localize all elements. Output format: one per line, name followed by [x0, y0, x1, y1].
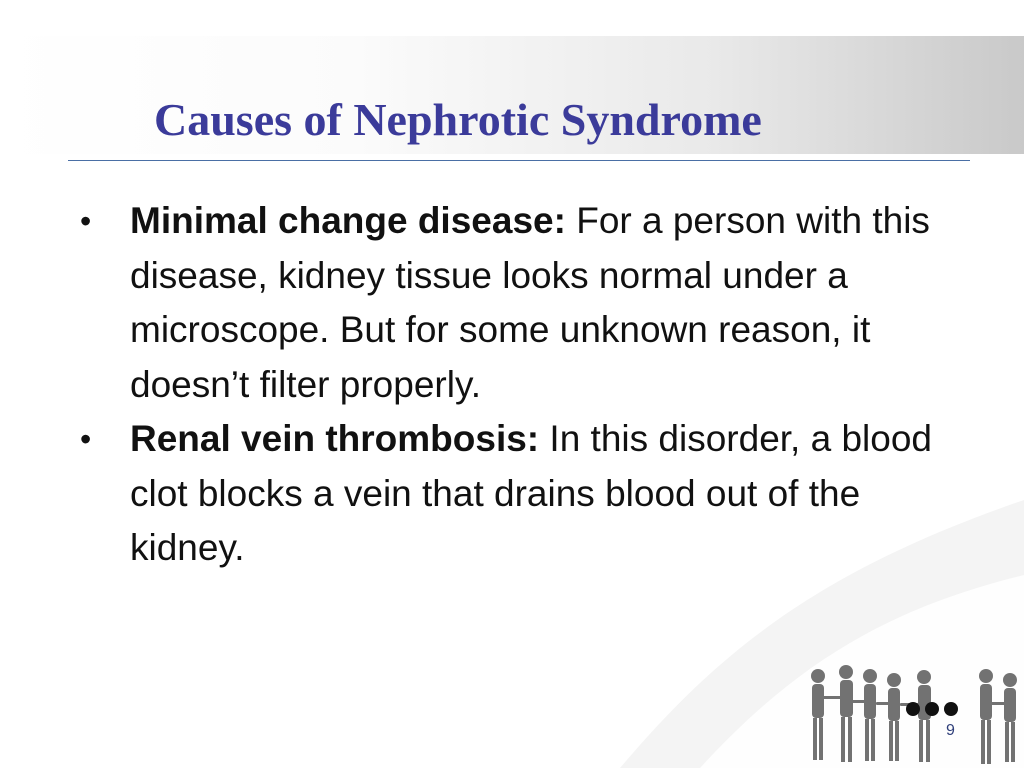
- bullet-text: In this disorder, a blood clot blocks a vein that drains blood out of the kidney.: [130, 418, 932, 568]
- bullet-term: Minimal change disease:: [130, 200, 566, 241]
- bullet-marker: •: [80, 421, 92, 457]
- slide-title: Causes of Nephrotic Syndrome: [154, 94, 762, 145]
- bullet-text: For a person with this disease, kidney tissue looks normal under a microscope. But for some unknown reason, it doesn’t filter properly.: [130, 200, 930, 405]
- bullet-marker: •: [80, 203, 92, 239]
- ellipsis-icon: [906, 702, 958, 716]
- bullet-term: Renal vein thrombosis:: [130, 418, 540, 459]
- page-number: 9: [946, 722, 955, 739]
